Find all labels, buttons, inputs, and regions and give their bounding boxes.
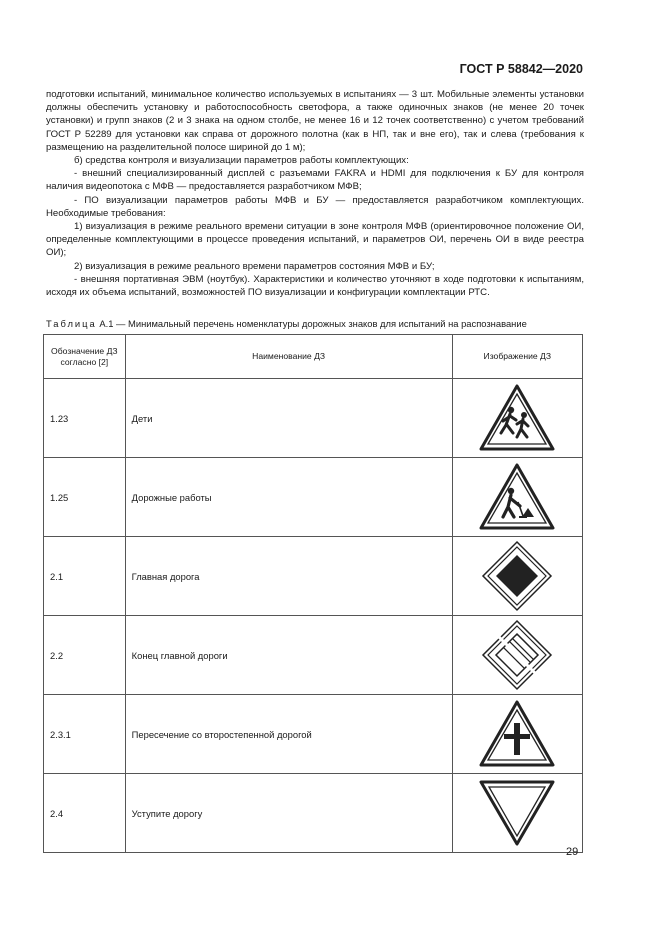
table-row — [44, 537, 583, 616]
page-number: 29 — [566, 846, 579, 858]
document-id: ГОСТ Р 58842—2020 — [459, 62, 583, 76]
table-row — [44, 458, 583, 537]
sign-name: Дети — [125, 379, 452, 458]
paragraph: 2) визуализация в режиме реального времени параметров состояния МФВ и БУ; — [74, 260, 435, 272]
end-main-road-sign-icon — [481, 619, 553, 691]
table-row — [44, 379, 583, 458]
crossroad-sign-icon — [478, 699, 556, 769]
sign-image-cell — [452, 774, 582, 853]
sign-image-cell — [452, 695, 582, 774]
table-caption-prefix: Таблица — [46, 318, 97, 329]
table-row — [44, 616, 583, 695]
column-header-image: Изображение ДЗ — [452, 335, 582, 379]
column-header-code: Обозначение ДЗ согласно [2] — [44, 335, 126, 379]
sign-code: 2.1 — [44, 537, 126, 616]
paragraph: - внешняя портативная ЭВМ (ноутбук). Характеристики и количество уточняют в ходе подготовки к испытаниям, исходя их объема испытаний, возможностей ПО визуализации и конфигурации комплектации РТС. — [46, 273, 584, 299]
sign-name: Уступите дорогу — [125, 774, 452, 853]
paragraph: 1) визуализация в режиме реального времени ситуации в зоне контроля МФВ (ориентировочное положение ОИ, определенные комплектующими в процессе проведения испытаний, и параметров ОИ, перечень ОИ в виде реестра ОИ); — [46, 221, 584, 259]
paragraph: - ПО визуализации параметров работы МФВ и БУ — предоставляется разработчиком комплектующих. Необходимые требования: — [46, 194, 584, 219]
sign-image-cell — [452, 616, 582, 695]
sign-code: 1.25 — [44, 458, 126, 537]
road-signs-table — [43, 334, 583, 853]
roadworks-sign-icon — [478, 462, 556, 532]
table-row — [44, 695, 583, 774]
sign-name: Дорожные работы — [125, 458, 452, 537]
table-row — [44, 774, 583, 853]
sign-image-cell — [452, 379, 582, 458]
sign-name: Пересечение со второстепенной дорогой — [125, 695, 452, 774]
sign-code: 2.4 — [44, 774, 126, 853]
table-caption — [46, 318, 606, 329]
paragraph: - внешний специализированный дисплей с разъемами FAKRA и HDMI для подключения к БУ для контроля наличия видеопотока с МФВ — предоставляется разработчиком МФВ; — [46, 168, 584, 193]
sign-image-cell — [452, 537, 582, 616]
main-road-sign-icon — [481, 540, 553, 612]
table-caption-text: А.1 — Минимальный перечень номенклатуры дорожных знаков для испытаний на распознавание — [96, 318, 527, 329]
body-text — [46, 88, 584, 299]
paragraph: подготовки испытаний, минимальное количество используемых в испытаниях — 3 шт. Мобильные элементы установки должны обеспечить установку и работоспособность светофора, а также одиночных знаков (не менее 20 точек установки) и групп знаков (2 и 3 знака на одном столбе, не менее 16 и 12 точек соответственно) с учетом требований ГОСТ Р 52289 для установки как справа от дорожного полотна (как в НП, так и вне его), так и слева (требования к размещению на разделительной полосе шириной до 1 м); — [46, 89, 584, 153]
children-sign-icon — [478, 383, 556, 453]
table-header-row — [44, 335, 583, 379]
sign-name: Главная дорога — [125, 537, 452, 616]
paragraph: б) средства контроля и визуализации параметров работы комплектующих: — [74, 155, 409, 167]
yield-sign-icon — [478, 778, 556, 848]
sign-code: 2.3.1 — [44, 695, 126, 774]
column-header-name: Наименование ДЗ — [125, 335, 452, 379]
sign-code: 1.23 — [44, 379, 126, 458]
sign-code: 2.2 — [44, 616, 126, 695]
sign-name: Конец главной дороги — [125, 616, 452, 695]
sign-image-cell — [452, 458, 582, 537]
